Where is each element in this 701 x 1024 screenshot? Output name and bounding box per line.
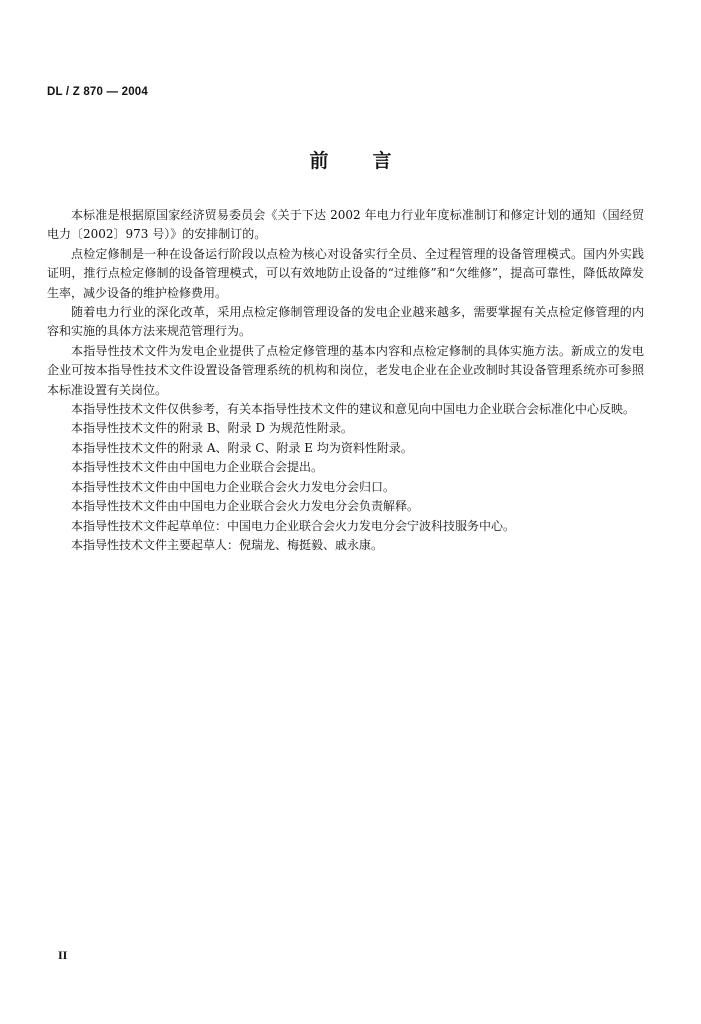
paragraph: 随着电力行业的深化改革，采用点检定修制管理设备的发电企业越来越多，需要掌握有关点检定修管理的内容和实施的具体方法来规范管理行为。 [47, 305, 644, 339]
paragraph: 本标准是根据原国家经济贸易委员会《关于下达 2002 年电力行业年度标准制订和修定计划的通知（国经贸电力〔2002〕973 号）》的安排制订的。 [47, 208, 644, 242]
paragraph: 本指导性技术文件的附录 A、附录 C、附录 E 均为资料性附录。 [71, 440, 413, 455]
paragraph: 本指导性技术文件起草单位：中国电力企业联合会火力发电分会宁波科技服务中心。 [71, 518, 516, 533]
page-title: 前言 [309, 150, 436, 172]
paragraph: 本指导性技术文件仅供参考，有关本指导性技术文件的建议和意见向中国电力企业联合会标准化中心反映。 [71, 402, 636, 417]
paragraph: 本指导性技术文件由中国电力企业联合会火力发电分会归口。 [71, 479, 396, 494]
paragraph: 本指导性技术文件由中国电力企业联合会火力发电分会负责解释。 [71, 499, 420, 514]
document-code: DL / Z 870 — 2004 [47, 86, 148, 98]
paragraph: 本指导性技术文件主要起草人：倪瑞龙、梅挺毅、戚永康。 [71, 537, 384, 552]
paragraph: 本指导性技术文件由中国电力企业联合会提出。 [71, 460, 324, 475]
paragraph: 本指导性技术文件的附录 B、附录 D 为规范性附录。 [71, 421, 353, 436]
paragraph: 点检定修制是一种在设备运行阶段以点检为核心对设备实行全员、全过程管理的设备管理模式。国内外实践证明，推行点检定修制的设备管理模式，可以有效地防止设备的“过维修”和“欠维修”，提高可靠性，降低故障发生率，减少设备的维护检修费用。 [47, 246, 644, 300]
paragraph: 本指导性技术文件为发电企业提供了点检定修管理的基本内容和点检定修制的具体实施方法。新成立的发电企业可按本指导性技术文件设置设备管理系统的机构和岗位，老发电企业在企业改制时其设备管理系统亦可参照本标准设置有关岗位。 [47, 343, 644, 397]
page-number: II [58, 948, 68, 962]
foreword-body [47, 206, 644, 555]
